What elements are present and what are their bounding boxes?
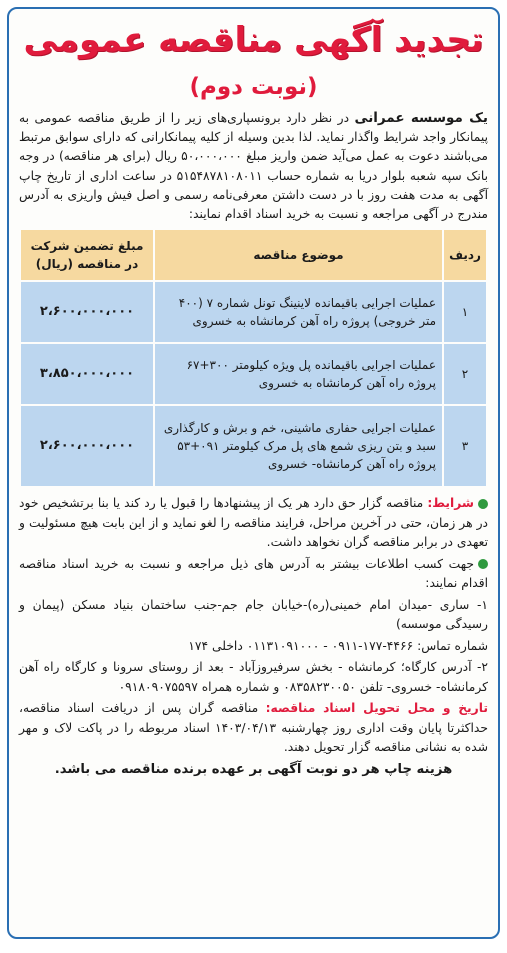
green-bullet-icon	[478, 499, 488, 509]
delivery-label: تاریخ و محل تحویل اسناد مناقصه:	[265, 701, 488, 716]
address-1: ۱- ساری -میدان امام خمینی(ره)-خیابان جام جم-جنب ساختمان بنیاد مسکن (پیمان و رسیدگی موسسه)	[19, 597, 488, 632]
row-subject: عملیات اجرایی حفاری ماشینی، خم و برش و کارگذاری سبد و بتن ریزی شمع های پل مرک کیلومتر ۰۹۱+۵۳ پروژه راه آهن کرمانشاه- خسروی	[155, 406, 442, 486]
green-bullet-icon	[478, 559, 488, 569]
table-header-row	[21, 230, 486, 280]
conditions-label: شرایط:	[427, 496, 474, 511]
notice-title: تجدید آگهی مناقصه عمومی	[23, 20, 484, 60]
header-subject: موضوع مناقصه	[155, 230, 442, 280]
tender-notice	[7, 7, 500, 939]
organization-name: یک موسسه عمرانی	[354, 110, 488, 126]
row-amount: ۲،۶۰۰،۰۰۰،۰۰۰	[21, 406, 153, 486]
footer-note: هزینه چاپ هر دو نوبت آگهی بر عهده برنده مناقصه می باشد.	[54, 761, 453, 777]
row-subject: عملیات اجرایی باقیمانده لاینینگ تونل شماره ۷ (۴۰۰ متر خروجی) پروژه راه آهن کرمانشاه به خسروی	[155, 282, 442, 342]
tenders-table	[19, 228, 488, 488]
row-number: ۳	[444, 406, 486, 486]
conditions-paragraph	[19, 494, 488, 553]
phone-1: شماره تماس: ۴۴۶۶-۱۷۷-۰۹۱۱ - ۰۱۱۳۱۰۹۱۰۰۰ داخلی ۱۷۴	[188, 638, 488, 653]
info-text: جهت کسب اطلاعات بیشتر به آدرس های ذیل مراجعه و نسبت به خرید اسناد مناقصه اقدام نمایند:	[19, 556, 488, 591]
row-amount: ۲،۶۰۰،۰۰۰،۰۰۰	[21, 282, 153, 342]
notice-subtitle: (نوبت دوم)	[189, 74, 318, 100]
header-amount: مبلغ تضمین شرکت در مناقصه (ریال)	[21, 230, 153, 280]
delivery-paragraph	[19, 699, 488, 758]
row-subject: عملیات اجرایی باقیمانده پل ویژه کیلومتر ۳۰۰+۶۷ پروژه راه آهن کرمانشاه به خسروی	[155, 344, 442, 404]
table-row	[21, 344, 486, 404]
intro-paragraph	[19, 109, 488, 224]
info-paragraph	[19, 555, 488, 594]
table-row	[21, 406, 486, 486]
intro-text: در نظر دارد برونسپاری‌های زیر را از طریق مناقصه عمومی به پیمانکار واجد شرایط واگذار نماید. لذا بدین وسیله از کلیه پیمانکارانی که دارای سوابق مرتبط می‌باشند دعوت به عمل می‌آید ضمن واریز مبلغ ۵۰،۰۰۰،۰۰۰ ریال (برای هر مناقصه) در وجه بانک سپه شعبه بلوار دریا به شماره حساب ۵۱۵۴۸۷۸۱۰۸۰۱۱ در ساعت اداری از تاریخ چاپ آگهی به مدت هفت روز با در دست داشتن معرفی‌نامه رسمی و اصل فیش واریزی به آدرس مندرج در آگهی مراجعه و نسبت به خرید اسناد اقدام نمایند:	[19, 111, 489, 222]
table-row	[21, 282, 486, 342]
delivery-text: مناقصه گران پس از دریافت اسناد مناقصه، حداکثرتا پایان وقت اداری روز چهارشنبه ۱۴۰۳/۰۴/۱۳ اسناد مربوطه را در پاکت لاک و مهر شده به نشانی مناقصه گزار تحویل دهند.	[19, 701, 488, 755]
address-2: ۲- آدرس کارگاه؛ کرمانشاه - بخش سرفیروزآباد - بعد از روستای سرونا و کارگاه راه آهن کرمانشاه- خسروی- تلفن ۰۸۳۵۸۲۳۰۰۵۰ و شماره همراه ۰۹۱۸۰۹۰۷۵۵۹۷	[19, 660, 488, 694]
row-number: ۲	[444, 344, 486, 404]
row-amount: ۳،۸۵۰،۰۰۰،۰۰۰	[21, 344, 153, 404]
conditions-text: مناقصه گزار حق دارد هر یک از پیشنهادها را قبول یا رد کند یا بنا برتشخیص خود در هر زمان، حتی در آخرین مراحل، فرایند مناقصه را لغو نماید و از این بابت هیچ مسئولیت و تعهدی در برابر مناقصه گران نخواهد داشت.	[19, 496, 488, 550]
header-row-number: ردیف	[444, 230, 486, 280]
row-number: ۱	[444, 282, 486, 342]
